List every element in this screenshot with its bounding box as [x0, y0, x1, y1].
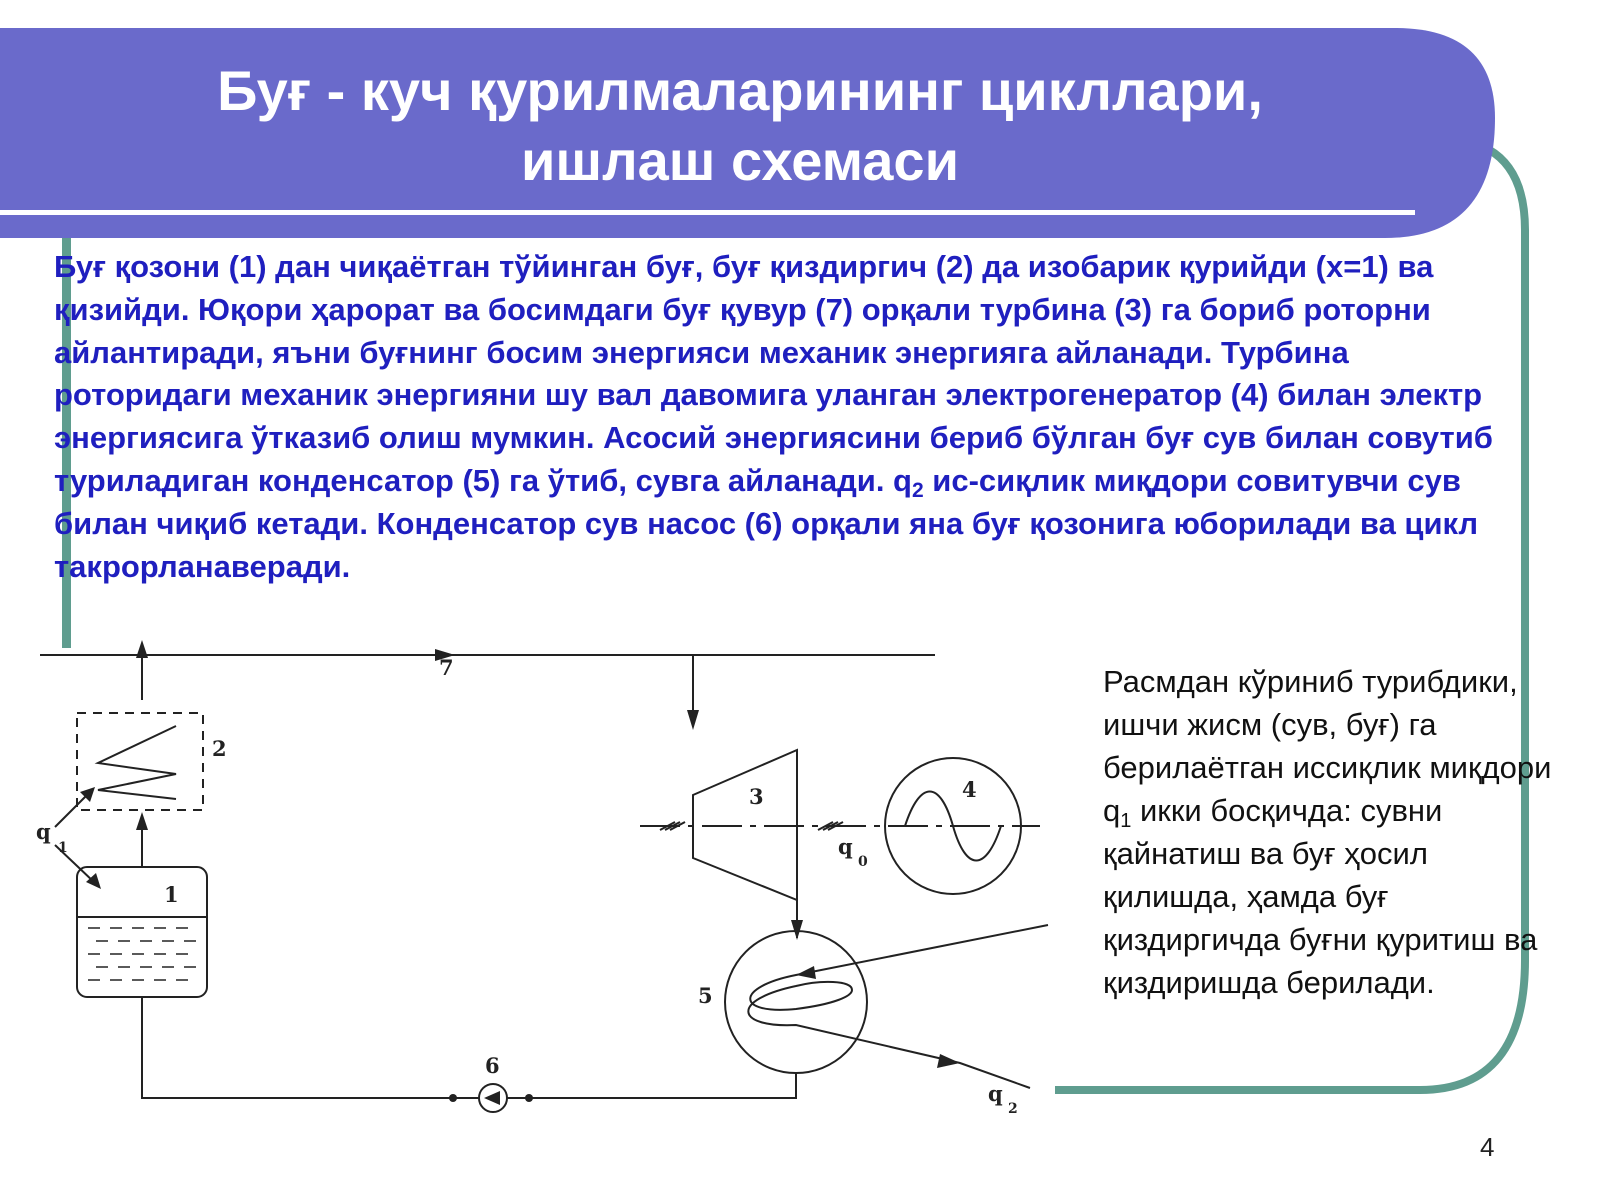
side-text-part-1: Расмдан кўриниб турибдики, ишчи жисм (сув, буғ) га берилаётган иссиқлик миқдори q — [1103, 664, 1552, 828]
label-q0-sub: 0 — [858, 854, 868, 870]
pump-dot-left — [449, 1094, 457, 1102]
label-pump: 6 — [485, 1053, 500, 1078]
label-boiler: 1 — [164, 882, 179, 907]
arrow-into-superheater — [136, 812, 148, 830]
arrow-superheater-outlet — [136, 640, 148, 658]
page-number: 4 — [1480, 1132, 1495, 1162]
label-q1-sub: 1 — [58, 840, 68, 856]
body-paragraph — [54, 246, 1524, 588]
body-text-part-2: ис-сиқлик миқдори совитувчи сув билан чиқиб кетади. Конденсатор сув насос (6) орқали яна буғ қозонига юборилади ва цикл такрорланаверади. — [54, 462, 1479, 584]
side-paragraph — [1103, 660, 1553, 1004]
body-subscript: 2 — [911, 478, 924, 502]
body-text-part-1: Буғ қозони (1) дан чиқаётган тўйинган буғ, буғ қиздиргич (2) да изобарик қурийди (x=1) ва қизийди. Юқори ҳарорат ва босимдаги буғ қувур (7) орқали турбина (3) га бориб роторни айлантиради, яъни буғнинг босим энергияси механик энергияга айланади. Турбина роторидаги механик энергияни шу вал давомига уланган электрогенератор (4) билан электр энергиясига ўтказиб олиш мумкин. Асосий энергиясини бериб бўлган буғ сув билан совутиб туриладиган конденсатор (5) га ўтиб, сувга айланади. q — [54, 249, 1493, 498]
pump-dot-right — [525, 1094, 533, 1102]
arrow-to-condenser — [791, 920, 803, 940]
arrow-cooling-in — [796, 966, 816, 979]
side-subscript: 1 — [1120, 810, 1132, 832]
title-band-underline — [0, 210, 1415, 215]
boiler-water-level — [77, 917, 207, 980]
label-condenser: 5 — [698, 983, 713, 1008]
slide-title-line-2: ишлаш схемаси — [520, 129, 960, 192]
label-q1: q — [36, 819, 51, 844]
label-q2-sub: 2 — [1008, 1101, 1018, 1117]
label-generator: 4 — [962, 777, 977, 802]
return-pipe — [142, 997, 796, 1098]
side-text-part-2: икки босқичда: сувни қайнатиш ва буғ ҳосил қилишда, ҳамда буғ қиздиргичда буғни қуритиш ва қиздиришда берилади. — [1103, 793, 1538, 1000]
label-turbine: 3 — [749, 784, 764, 809]
steam-cycle-diagram — [0, 640, 1060, 1140]
label-pipe: 7 — [439, 655, 454, 680]
condenser-circle — [725, 931, 867, 1073]
slide-title-line-1: Буғ - куч қурилмаларининг цикллари, — [217, 59, 1263, 122]
arrow-to-turbine — [687, 710, 699, 730]
label-superheater: 2 — [212, 736, 227, 761]
arrow-cooling-out — [937, 1054, 960, 1068]
superheater-coil — [98, 726, 176, 799]
label-q0: q — [838, 834, 853, 859]
condenser-coil — [748, 925, 1048, 1088]
label-q2: q — [988, 1081, 1003, 1106]
